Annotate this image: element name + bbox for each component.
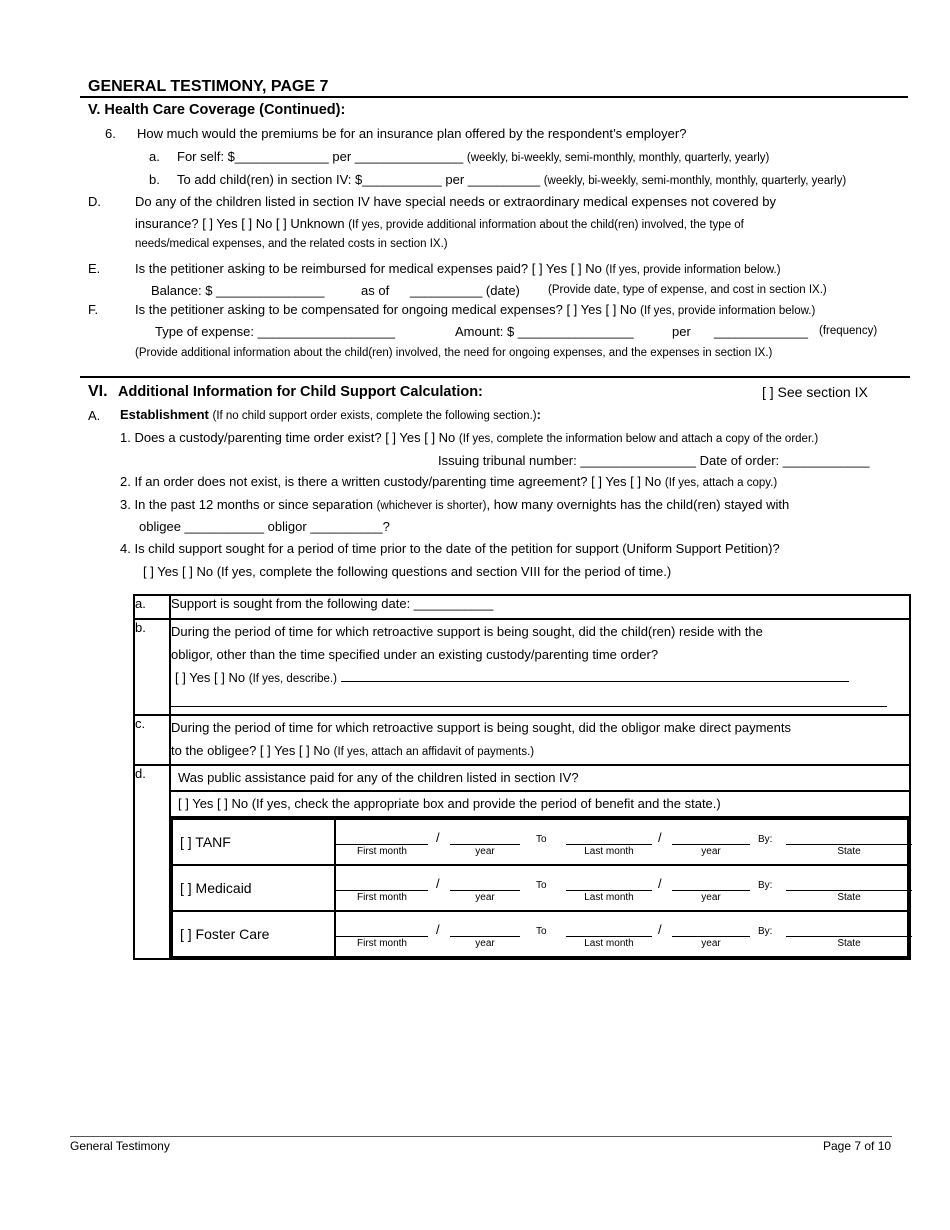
see-section-ix-checkbox[interactable]: [ ] See section IX [762,384,868,400]
slash-separator: / [658,830,662,845]
q3-rest: , how many overnights has the child(ren) stayed with [486,497,790,512]
by-separator: By: [758,880,773,891]
row-b-describe: (If yes, describe.) [248,673,337,685]
row-b-label: b. [134,619,170,715]
by-separator: By: [758,926,773,937]
slash-separator: / [658,922,662,937]
last-month-line[interactable] [566,936,652,937]
establishment-title: Establishment [120,407,209,422]
by-separator: By: [758,834,773,845]
last-month-label: Last month [584,938,634,949]
row-c-checks: to the obligee? [ ] Yes [ ] No [171,743,331,758]
q6b-label: b. [149,172,160,187]
page-title: GENERAL TESTIMONY, PAGE 7 [88,78,329,95]
year-line[interactable] [450,844,520,845]
q2-main: 2. If an order does not exist, is there a written custody/parenting time agreement? [ ] Yes [ ] No [120,474,662,489]
row-b-line2: obligor, other than the time specified under an existing custody/parenting time order? [171,647,659,662]
f-note: (Provide additional information about the child(ren) involved, the need for ongoing expenses, and the expenses in section IX.) [135,347,773,359]
q4-line1: 4. Is child support sought for a period of time prior to the date of the petition for support (Uniform Support Petition)? [120,541,780,556]
a-label: A. [88,408,101,423]
first-month-line[interactable] [336,936,428,937]
f-line1-main: Is the petitioner asking to be compensated for ongoing medical expenses? [ ] Yes [ ] No [135,302,637,317]
last-month-line[interactable] [566,890,652,891]
slash-separator: / [658,876,662,891]
e-date[interactable]: __________ (date) [410,283,520,298]
row-b-describe-line2[interactable] [171,692,887,707]
q6a-small: (weekly, bi-weekly, semi-monthly, monthly, quarterly, yearly) [466,152,770,164]
table-row-b [134,619,910,715]
q2-small: (If yes, attach a copy.) [664,477,778,489]
q3-line2[interactable]: obligee ___________ obligor __________? [139,519,390,534]
section-v-heading: V. Health Care Coverage (Continued): [88,102,346,118]
establishment-colon: : [536,407,541,422]
d-line2-main: insurance? [ ] Yes [ ] No [ ] Unknown [135,216,345,231]
e-line2-small: (Provide date, type of expense, and cost in section IX.) [548,284,827,296]
row-a-label: a. [134,595,170,619]
q6a-text[interactable] [177,149,769,164]
q3-main: 3. In the past 12 months or since separation [120,497,373,512]
q1-tribunal[interactable]: Issuing tribunal number: ________________ Date of order: ____________ [438,453,870,468]
benefit-row [172,819,908,865]
benefit-period [335,865,908,911]
q3-line [120,497,789,512]
last-month-line[interactable] [566,844,652,845]
row-c-line1: During the period of time for which retroactive support is being sought, did the obligor make direct payments [171,720,791,735]
header-rule [80,96,908,98]
program-checkbox[interactable]: [ ] Foster Care [172,911,335,957]
year-label: year [475,846,495,857]
footer-left: General Testimony [70,1139,170,1153]
slash-separator: / [436,922,440,937]
d-line3: needs/medical expenses, and the related costs in section IX.) [135,238,448,250]
table-row-d [134,765,910,959]
benefit-row [172,865,908,911]
row-b-checks: [ ] Yes [ ] No [175,670,246,685]
q2-line[interactable] [120,474,777,489]
year2-line[interactable] [672,890,750,891]
q1-small: (If yes, complete the information below and attach a copy of the order.) [458,433,819,445]
section-vi-number: VI. [88,383,108,400]
state-line[interactable] [786,844,912,845]
e-label: E. [88,261,101,276]
to-separator: To [536,834,547,845]
footer-page-number: Page 7 of 10 [823,1139,892,1153]
footer-rule [70,1136,892,1137]
state-label: State [837,846,861,857]
f-line1-small: (If yes, provide information below.) [640,305,816,317]
row-d-line1: Was public assistance paid for any of the children listed in section IV? [171,766,909,792]
q6a-label: a. [149,149,160,164]
f-label: F. [88,302,99,317]
f-freq: (frequency) [819,325,878,337]
year-label: year [475,892,495,903]
d-line2-small: (If yes, provide additional information about the child(ren) involved, the type of [348,219,744,231]
q6b-main: To add child(ren) in section IV: $___________ per __________ [177,172,541,187]
last-month-label: Last month [584,846,634,857]
state-line[interactable] [786,890,912,891]
row-c-note: (If yes, attach an affidavit of payments.) [333,746,535,758]
state-line[interactable] [786,936,912,937]
benefit-period [335,911,908,957]
retroactive-table [133,594,911,960]
section-vi-heading: Additional Information for Child Support Calculation: [118,384,483,400]
q3-small: (whichever is shorter) [376,500,487,512]
q6-text: How much would the premiums be for an insurance plan offered by the respondent’s employer? [137,126,687,141]
benefit-period [335,819,908,865]
year2-label: year [701,892,721,903]
q1-line[interactable] [120,430,818,445]
program-checkbox[interactable]: [ ] Medicaid [172,865,335,911]
to-separator: To [536,880,547,891]
q6a-main: For self: $_____________ per _______________ [177,149,464,164]
e-line1[interactable] [135,261,781,276]
to-separator: To [536,926,547,937]
first-month-line[interactable] [336,844,428,845]
f-line1[interactable] [135,302,815,317]
q1-main: 1. Does a custody/parenting time order exist? [ ] Yes [ ] No [120,430,456,445]
program-checkbox[interactable]: [ ] TANF [172,819,335,865]
row-d-cell [170,765,910,959]
state-label: State [837,892,861,903]
year-line[interactable] [450,936,520,937]
d-line1: Do any of the children listed in section IV have special needs or extraordinary medical expenses not covered by [135,194,776,209]
e-line1-main: Is the petitioner asking to be reimbursed for medical expenses paid? [ ] Yes [ ] No [135,261,602,276]
q6-number: 6. [105,126,116,141]
first-month-label: First month [356,892,407,903]
row-b-line1: During the period of time for which retroactive support is being sought, did the child(ren) reside with the [171,624,763,639]
benefit-row [172,911,908,957]
row-d-label: d. [134,765,170,959]
f-amount[interactable]: Amount: $ ________________ [455,324,634,339]
row-a-text[interactable]: Support is sought from the following date: ___________ [170,595,910,619]
f-type[interactable]: Type of expense: ___________________ [155,324,395,339]
e-as-of: as of [361,283,390,298]
q6b-text[interactable] [177,172,846,187]
year2-label: year [701,938,721,949]
row-c-cell [170,715,910,765]
benefit-programs [171,818,909,958]
q6b-small: (weekly, bi-weekly, semi-monthly, monthly, quarterly, yearly) [543,175,847,187]
slash-separator: / [436,876,440,891]
row-b-line3[interactable] [171,666,909,691]
row-c-line2[interactable] [171,739,909,764]
first-month-label: First month [356,846,407,857]
e-line1-small: (If yes, provide information below.) [605,264,781,276]
d-label: D. [88,194,101,209]
first-month-label: First month [356,938,407,949]
year-label: year [475,938,495,949]
year-line[interactable] [450,890,520,891]
e-balance[interactable]: Balance: $ _______________ [151,283,325,298]
table-row-a [134,595,910,619]
f-per: per [672,324,691,339]
year2-line[interactable] [672,936,750,937]
table-row-c [134,715,910,765]
last-month-label: Last month [584,892,634,903]
row-d-line2[interactable]: [ ] Yes [ ] No (If yes, check the appropriate box and provide the period of benefit and the state.) [171,792,909,818]
row-b-cell [170,619,910,715]
year2-line[interactable] [672,844,750,845]
slash-separator: / [436,830,440,845]
section-vi-rule [80,376,910,378]
d-line2[interactable] [135,216,744,231]
first-month-line[interactable] [336,890,428,891]
row-b-describe-line[interactable] [341,681,849,682]
state-label: State [837,938,861,949]
row-c-label: c. [134,715,170,765]
establishment-line [120,407,541,422]
establishment-note: (If no child support order exists, complete the following section.) [212,410,537,422]
q4-line2[interactable]: [ ] Yes [ ] No (If yes, complete the following questions and section VIII for the period of time.) [143,564,672,579]
f-freq-line[interactable]: _____________ [714,324,808,339]
year2-label: year [701,846,721,857]
